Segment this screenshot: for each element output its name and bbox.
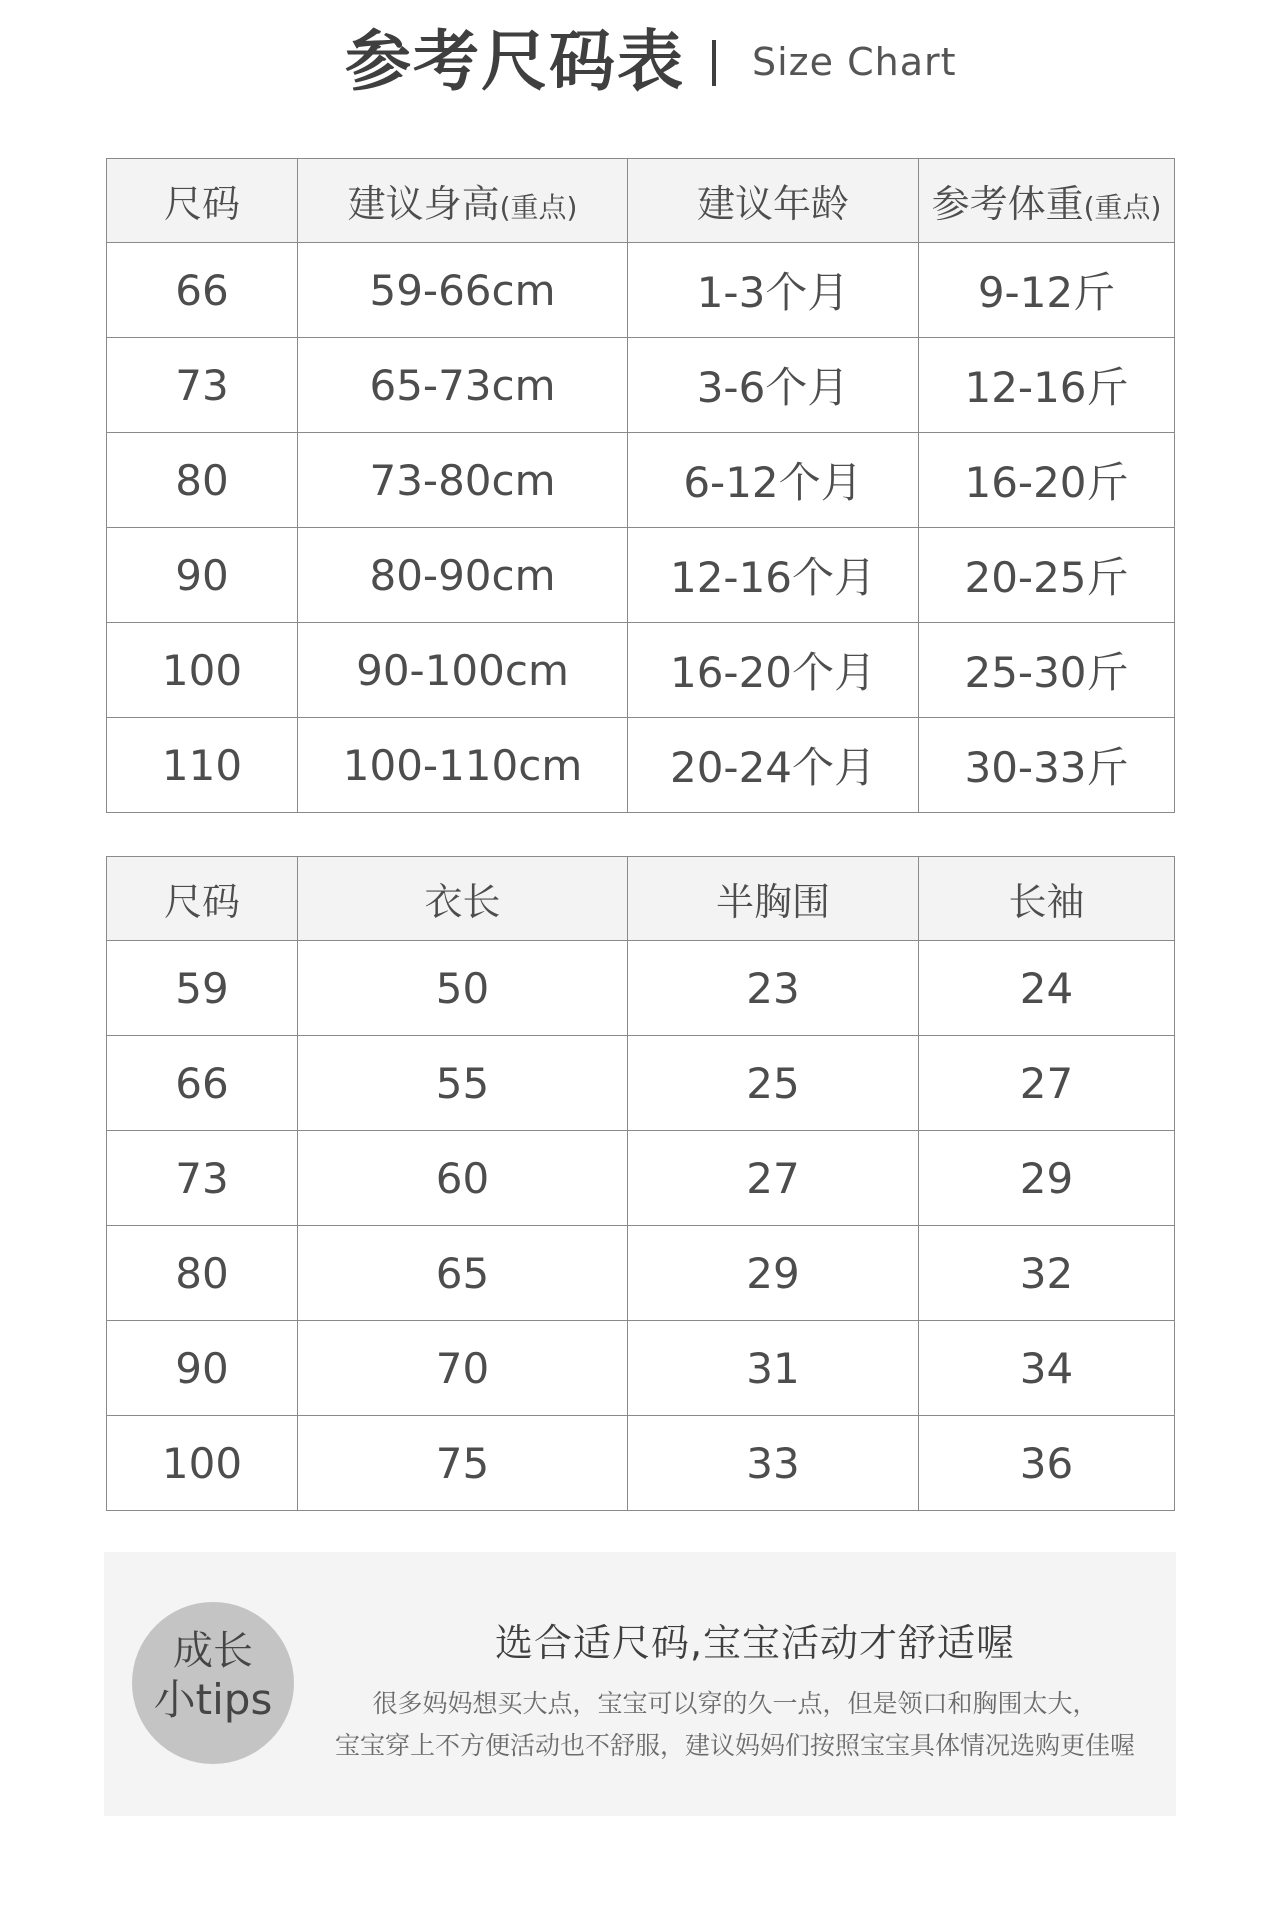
page-header <box>0 0 1280 130</box>
table-row <box>107 718 1175 813</box>
header-size: 尺码 <box>107 159 298 243</box>
cell-sleeve: 32 <box>919 1226 1175 1321</box>
header-half-chest: 半胸围 <box>628 857 919 941</box>
cell-sleeve: 27 <box>919 1036 1175 1131</box>
cell-sleeve: 24 <box>919 941 1175 1036</box>
cell-size: 90 <box>107 1321 298 1416</box>
table-row <box>107 1321 1175 1416</box>
cell-size: 66 <box>107 243 298 338</box>
header-note: (重点) <box>1083 191 1162 224</box>
cell-height: 100-110cm <box>298 718 628 813</box>
cell-weight: 16-20斤 <box>919 433 1175 528</box>
table-row <box>107 528 1175 623</box>
cell-weight: 9-12斤 <box>919 243 1175 338</box>
table-row <box>107 1131 1175 1226</box>
cell-sleeve: 34 <box>919 1321 1175 1416</box>
cell-size: 80 <box>107 1226 298 1321</box>
cell-age: 6-12个月 <box>628 433 919 528</box>
header-age: 建议年龄 <box>628 159 919 243</box>
cell-size: 59 <box>107 941 298 1036</box>
cell-height: 80-90cm <box>298 528 628 623</box>
cell-sleeve: 29 <box>919 1131 1175 1226</box>
cell-length: 60 <box>298 1131 628 1226</box>
cell-half-chest: 23 <box>628 941 919 1036</box>
garment-measurement-table <box>106 856 1175 1511</box>
table-row <box>107 338 1175 433</box>
table-row <box>107 1416 1175 1511</box>
cell-height: 65-73cm <box>298 338 628 433</box>
cell-height: 73-80cm <box>298 433 628 528</box>
table-row <box>107 941 1175 1036</box>
tips-text-line2: 宝宝穿上不方便活动也不舒服，建议妈妈们按照宝宝具体情况选购更佳喔 <box>334 1731 1135 1760</box>
cell-size: 90 <box>107 528 298 623</box>
header-size: 尺码 <box>107 857 298 941</box>
tips-text-line1: 很多妈妈想买大点，宝宝可以穿的久一点，但是领口和胸围太大， <box>372 1689 1098 1718</box>
tips-badge-line1: 成长 <box>173 1628 253 1674</box>
cell-half-chest: 27 <box>628 1131 919 1226</box>
cell-age: 3-6个月 <box>628 338 919 433</box>
header-length: 衣长 <box>298 857 628 941</box>
table-row <box>107 1226 1175 1321</box>
header-note: (重点) <box>499 191 578 224</box>
header-weight: 参考体重(重点) <box>919 159 1175 243</box>
header-sleeve: 长袖 <box>919 857 1175 941</box>
size-reference-table <box>106 158 1175 813</box>
page-title: 参考尺码表 <box>345 23 685 100</box>
header-height: 建议身高(重点) <box>298 159 628 243</box>
cell-half-chest: 25 <box>628 1036 919 1131</box>
title-divider <box>712 40 716 86</box>
cell-height: 90-100cm <box>298 623 628 718</box>
cell-length: 65 <box>298 1226 628 1321</box>
cell-length: 55 <box>298 1036 628 1131</box>
growth-tips-panel <box>104 1552 1176 1816</box>
cell-size: 73 <box>107 1131 298 1226</box>
table-row <box>107 1036 1175 1131</box>
cell-length: 50 <box>298 941 628 1036</box>
cell-length: 75 <box>298 1416 628 1511</box>
cell-size: 100 <box>107 1416 298 1511</box>
cell-age: 12-16个月 <box>628 528 919 623</box>
cell-half-chest: 31 <box>628 1321 919 1416</box>
cell-size: 73 <box>107 338 298 433</box>
table-row <box>107 623 1175 718</box>
cell-size: 80 <box>107 433 298 528</box>
tips-headline: 选合适尺码,宝宝活动才舒适喔 <box>494 1621 1016 1665</box>
cell-size: 100 <box>107 623 298 718</box>
table-row <box>107 243 1175 338</box>
tips-badge-line2: 小tips <box>153 1675 273 1724</box>
cell-half-chest: 33 <box>628 1416 919 1511</box>
table-row <box>107 433 1175 528</box>
page-subtitle: Size Chart <box>752 40 957 84</box>
cell-age: 1-3个月 <box>628 243 919 338</box>
cell-weight: 25-30斤 <box>919 623 1175 718</box>
cell-sleeve: 36 <box>919 1416 1175 1511</box>
cell-half-chest: 29 <box>628 1226 919 1321</box>
cell-weight: 20-25斤 <box>919 528 1175 623</box>
tips-badge <box>132 1602 294 1764</box>
cell-size: 110 <box>107 718 298 813</box>
cell-height: 59-66cm <box>298 243 628 338</box>
cell-size: 66 <box>107 1036 298 1131</box>
cell-age: 20-24个月 <box>628 718 919 813</box>
cell-age: 16-20个月 <box>628 623 919 718</box>
cell-length: 70 <box>298 1321 628 1416</box>
table-header-row <box>107 857 1175 941</box>
cell-weight: 12-16斤 <box>919 338 1175 433</box>
table-header-row <box>107 159 1175 243</box>
cell-weight: 30-33斤 <box>919 718 1175 813</box>
